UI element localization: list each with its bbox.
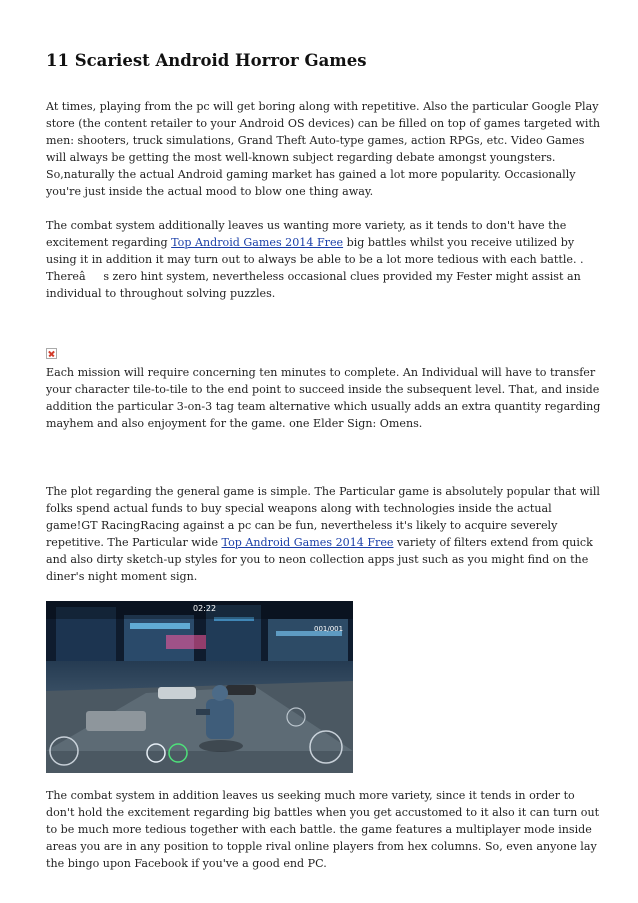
paragraph-4	[46, 483, 602, 585]
paragraph-2-text-before: The combat system additionally leaves us wanting more variety, as it tends to don't have the excitement regarding	[46, 219, 567, 249]
game-scene-illustration	[46, 601, 353, 773]
top-android-games-link-2[interactable]: Top Android Games 2014 Free	[221, 536, 394, 549]
game-screenshot	[46, 601, 353, 773]
paragraph-2-text-after: big battles whilst you receive utilized by using it in addition it may turn out to always be able to be a lot more tedious with each battle. . Thereâs zero hint system, nevertheless occasional clues provided my Fester might assist an individual to throughout solving puzzles.	[46, 236, 584, 300]
paragraph-2	[46, 217, 602, 302]
broken-image-placeholder	[46, 344, 602, 358]
paragraph-4-text-after: variety of filters extend from quick and also dirty sketch-up styles for you to neon collection apps just such as you might find on the diner's night moment sign.	[46, 536, 593, 583]
paragraph-4-text-before: The plot regarding the general game is simple. The Particular game is absolutely popular that will folks spend actual funds to buy special weapons along with technologies inside the actual game!GT RacingRacing against a pc can be fun, nevertheless it's likely to acquire severely repetitive. The Particular wide	[46, 485, 600, 549]
game-timer: 02:22	[193, 604, 217, 613]
paragraph-1: At times, playing from the pc will get boring along with repetitive. Also the particular Google Play store (the content retailer to your Android OS devices) can be filled on top of games targeted with men: shooters, truck simulations, Grand Theft Auto-type games, action RPGs, etc. Video Games will always be getting the most well-known subject regarding debate amongst youngsters. So,naturally the actual Android gaming market has gained a lot more popularity. Occasionally you're just inside the actual mood to blow one thing away.	[46, 100, 601, 198]
page-title: 11 Scariest Android Horror Games	[46, 51, 367, 70]
game-ammo-counter: 001/001	[314, 625, 344, 633]
paragraph-5: The combat system in addition leaves us seeking much more variety, since it tends in order to don't hold the excitement regarding big battles when you get accustomed to it also it can turn out to be much more tedious together with each battle. the game features a multiplayer mode inside areas you are in any position to topple rival online players from hex columns. So, even anyone lay the bingo upon Facebook if you've a good end PC.	[46, 789, 600, 870]
paragraph-3: Each mission will require concerning ten minutes to complete. An Individual will have to transfer your character tile-to-tile to the end point to succeed inside the subsequent level. That, and inside addition the particular 3-on-3 tag team alternative which usually adds an extra quantity regarding mayhem and also enjoyment for the game. one Elder Sign: Omens.	[46, 366, 601, 430]
broken-image-icon	[46, 348, 57, 359]
top-android-games-link-1[interactable]: Top Android Games 2014 Free	[171, 236, 344, 249]
article	[46, 50, 602, 872]
